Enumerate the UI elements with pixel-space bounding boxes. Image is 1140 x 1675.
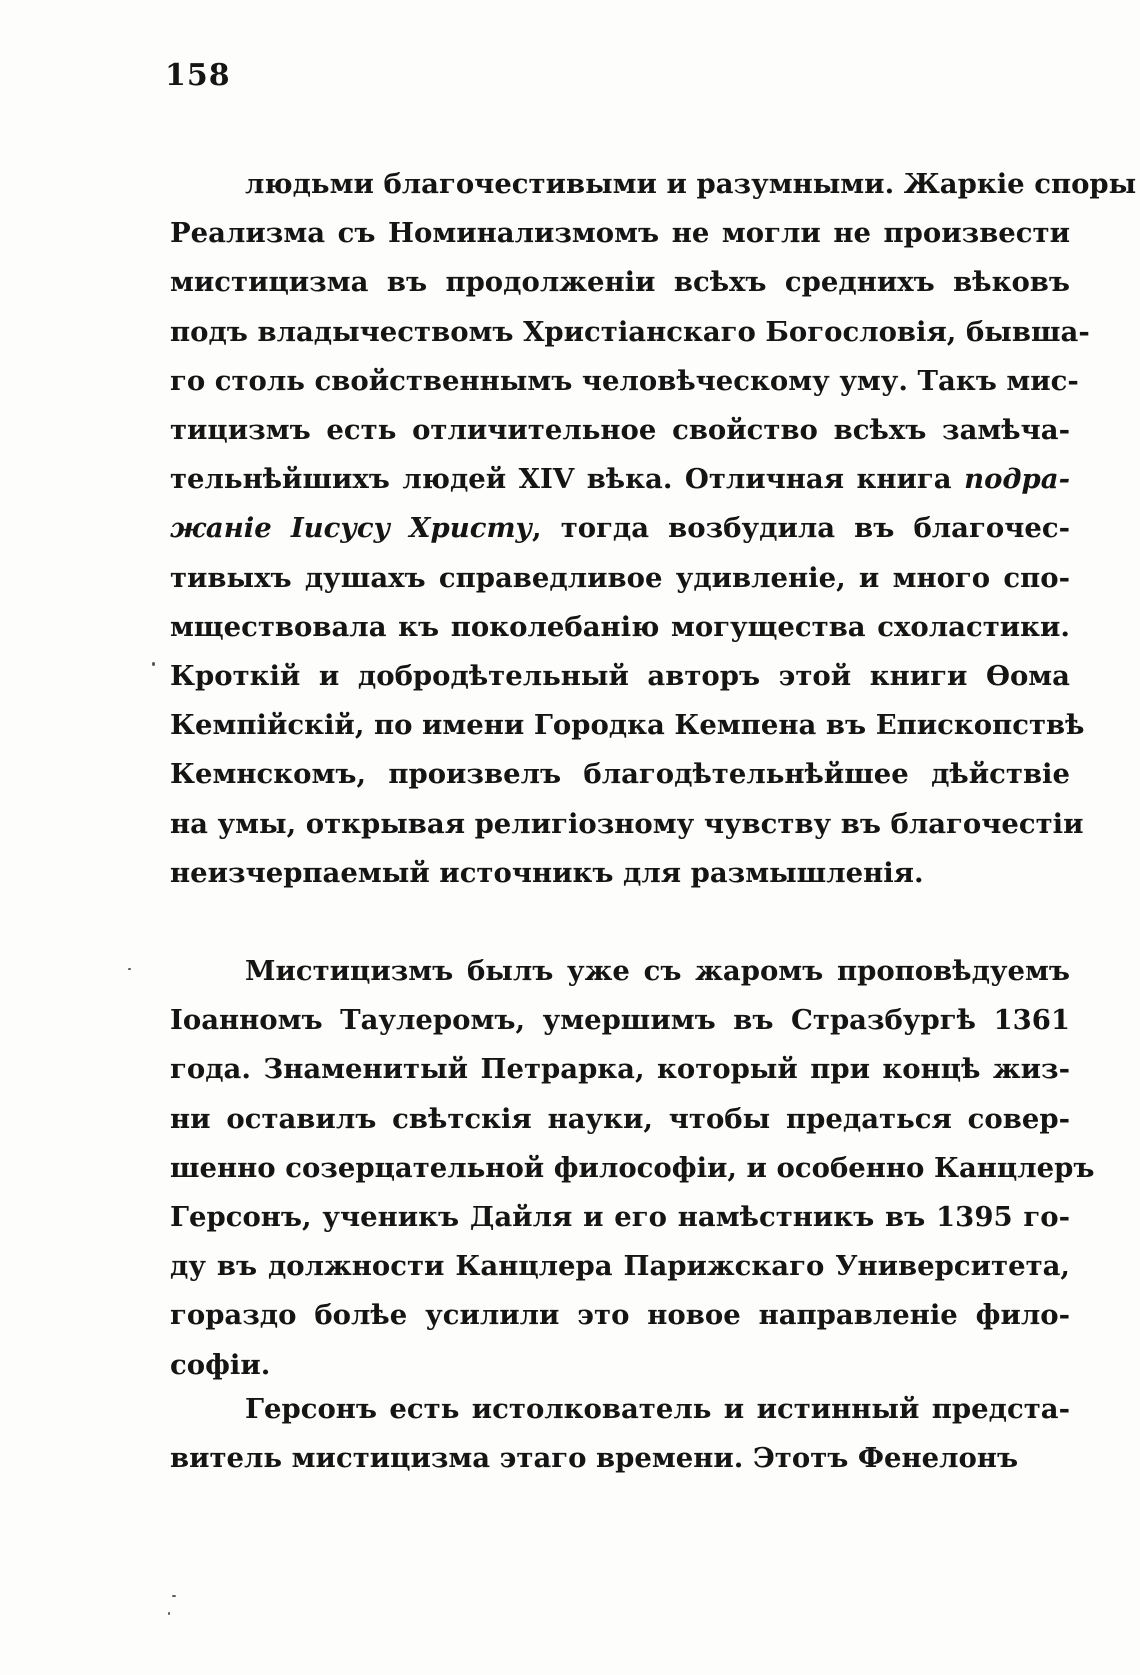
- text-segment: ни оставилъ свѣтскія науки, чтобы предаться совер-: [170, 1102, 1070, 1135]
- text-line: [170, 1240, 1070, 1292]
- text-segment: Герсонъ, ученикъ Дайля и его намѣстникъ въ 1395 го-: [170, 1201, 1070, 1233]
- text-line: [170, 453, 1070, 505]
- text-line: [170, 502, 1070, 554]
- italic-segment: подра-: [964, 463, 1070, 496]
- text-line: [170, 404, 1070, 456]
- text-segment: подъ владычествомъ Христіанскаго Богословія, бывша-: [170, 315, 1090, 348]
- italic-segment: жаніе Іисусу Христу: [170, 512, 533, 545]
- text-line: [170, 306, 1090, 358]
- text-line: [170, 207, 1070, 259]
- text-segment: Мистицизмъ былъ уже съ жаромъ проповѣдуемъ: [245, 955, 1070, 987]
- text-segment: на умы, открывая религіозному чувству въ благочестіи: [170, 807, 1084, 840]
- text-line: [170, 256, 1070, 308]
- text-segment: Кроткій и добродѣтельный авторъ этой книги Ѳома: [170, 660, 1070, 692]
- text-segment: людьми благочестивыми и разумными. Жаркіе споры: [245, 168, 1137, 200]
- text-segment: софіи.: [170, 1348, 271, 1381]
- text-line: [170, 798, 1084, 850]
- text-segment: мществовала къ поколебанію могущества схоластики.: [170, 610, 1070, 643]
- text-segment: неизчерпаемый источникъ для размышленія.: [170, 856, 924, 889]
- text-segment: Іоанномъ Таулеромъ, умершимъ въ Стразбургѣ 1361: [170, 1004, 1070, 1037]
- text-segment: мистицизма въ продолженіи всѣхъ среднихъ вѣковъ: [170, 266, 1070, 299]
- text-line: [170, 748, 1070, 800]
- text-segment: года. Знаменитый Петрарка, который при концѣ жиз-: [170, 1053, 1070, 1086]
- text-line: [170, 601, 1070, 653]
- text-segment: го столь свойственнымъ человѣческому уму. Такъ мис-: [170, 364, 1079, 397]
- text-line: [170, 355, 1079, 407]
- text-line: [245, 1383, 1070, 1435]
- text-line: [170, 552, 1070, 604]
- text-line: [245, 945, 1070, 997]
- text-line: [245, 158, 1137, 210]
- text-line: [170, 650, 1070, 702]
- text-segment: Реализма съ Номинализмомъ не могли не произвести: [170, 217, 1070, 250]
- text-line: [170, 1289, 1070, 1341]
- text-segment: , тогда возбудила въ благочес-: [532, 512, 1070, 545]
- text-segment: ду въ должности Канцлера Парижскаго Университета,: [170, 1250, 1070, 1283]
- text-segment: тельнѣйшихъ людей XIV вѣка. Отличная книга: [170, 463, 965, 496]
- text-line: [170, 699, 1085, 751]
- ink-speck: [168, 1612, 170, 1615]
- text-segment: тицизмъ есть отличительное свойство всѣхъ замѣча-: [170, 414, 1070, 446]
- text-line: [170, 1093, 1070, 1145]
- text-segment: тивыхъ душахъ справедливое удивленіе, и много спо-: [170, 561, 1070, 594]
- text-line: [170, 994, 1070, 1046]
- text-line: [170, 847, 1070, 899]
- text-line: [170, 1432, 1070, 1484]
- text-segment: витель мистицизма этаго времени. Этотъ Фенелонъ: [170, 1442, 1019, 1475]
- text-segment: Герсонъ есть истолкователь и истинный предста-: [245, 1393, 1070, 1425]
- page-number: 158: [165, 58, 231, 93]
- ink-speck: [172, 1595, 176, 1597]
- ink-speck: [152, 662, 155, 666]
- text-segment: шенно созерцательной философіи, и особенно Канцлеръ: [170, 1151, 1095, 1184]
- text-segment: гораздо болѣе усилили это новое направленіе фило-: [170, 1299, 1070, 1332]
- text-line: [170, 1142, 1095, 1194]
- text-line: [170, 1191, 1070, 1243]
- text-segment: Кемнскомъ, произвелъ благодѣтельнѣйшее дѣйствіе: [170, 758, 1070, 791]
- ink-speck: [128, 968, 131, 970]
- text-segment: Кемпійскій, по имени Городка Кемпена въ Епископствѣ: [170, 709, 1085, 742]
- text-line: [170, 1043, 1070, 1095]
